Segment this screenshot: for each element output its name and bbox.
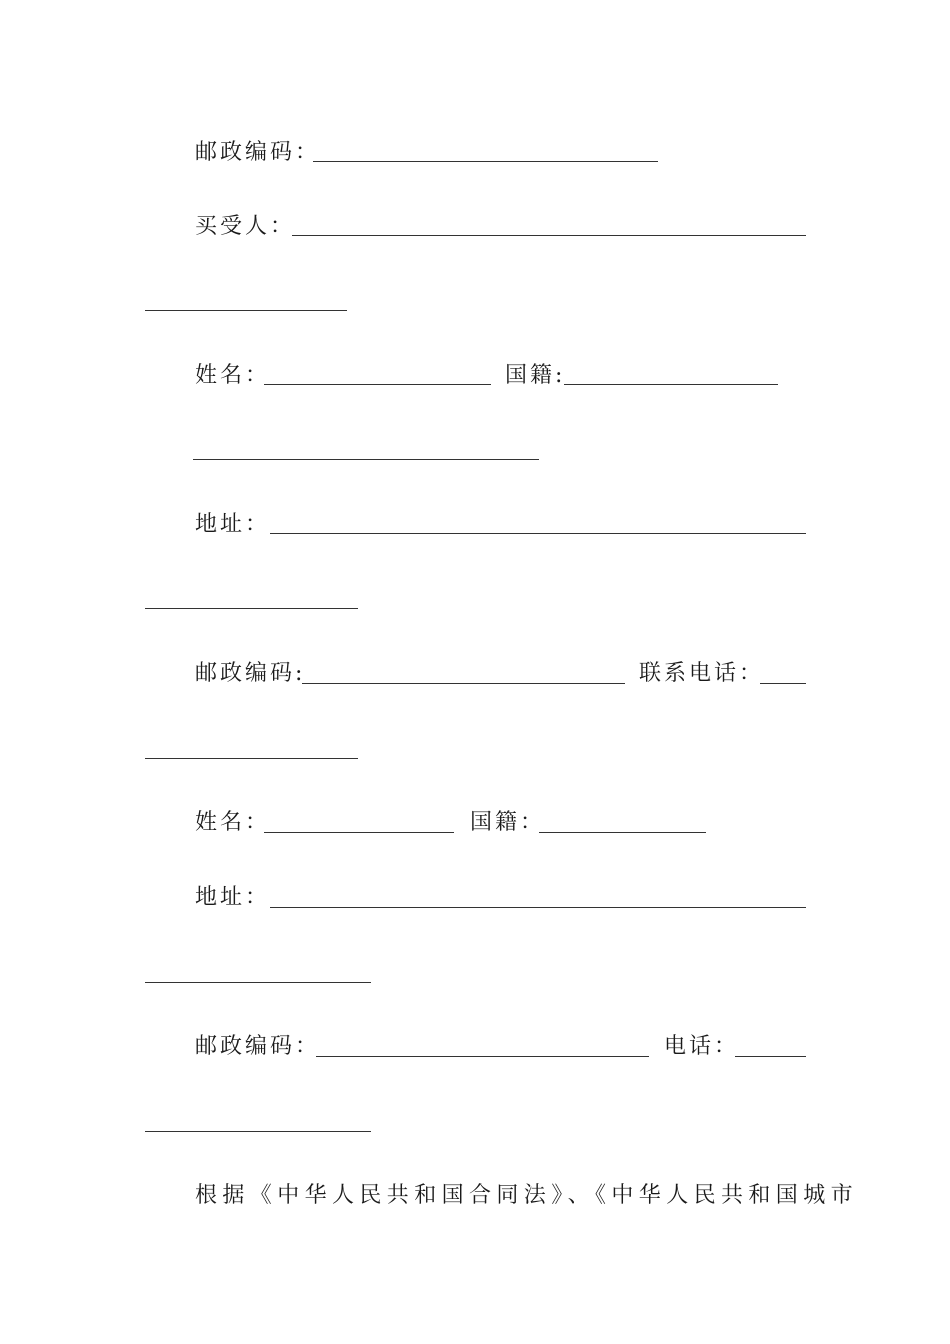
nationality-blank-2[interactable] (539, 831, 706, 833)
postcode-label-2: 邮政编码: (195, 661, 306, 686)
contact-phone-blank-continued[interactable] (145, 757, 358, 759)
buyer-blank[interactable] (292, 234, 806, 236)
name-label-2: 姓名： (195, 810, 271, 835)
postcode-blank-2[interactable] (302, 682, 625, 684)
contact-phone-label: 联系电话： (639, 661, 765, 686)
buyer-blank-continued[interactable] (145, 309, 347, 311)
address-blank-1-continued[interactable] (145, 607, 358, 609)
postcode-blank-3[interactable] (316, 1055, 649, 1057)
address-label-2: 地址： (195, 885, 271, 910)
nationality-label-1: 国籍: (505, 363, 566, 388)
name-blank-2[interactable] (264, 831, 454, 833)
nationality-blank-1-continued[interactable] (193, 458, 539, 460)
nationality-blank-1[interactable] (564, 383, 778, 385)
phone-label: 电话： (664, 1034, 740, 1059)
buyer-label: 买受人： (195, 214, 296, 239)
address-blank-2-continued[interactable] (145, 981, 371, 983)
address-label-1: 地址： (195, 512, 271, 537)
nationality-label-2: 国籍： (470, 810, 546, 835)
postcode-label-1: 邮政编码： (195, 140, 321, 165)
contact-phone-blank[interactable] (760, 682, 806, 684)
name-blank-1[interactable] (264, 383, 491, 385)
contract-basis-paragraph: 根据《中华人民共和国合同法》、《中华人民共和国城市 (195, 1183, 859, 1208)
postcode-label-3: 邮政编码： (195, 1034, 321, 1059)
name-label-1: 姓名： (195, 363, 271, 388)
phone-blank[interactable] (735, 1055, 806, 1057)
postcode-blank-1[interactable] (313, 160, 658, 162)
address-blank-1[interactable] (270, 532, 806, 534)
address-blank-2[interactable] (270, 906, 806, 908)
phone-blank-continued[interactable] (145, 1130, 371, 1132)
